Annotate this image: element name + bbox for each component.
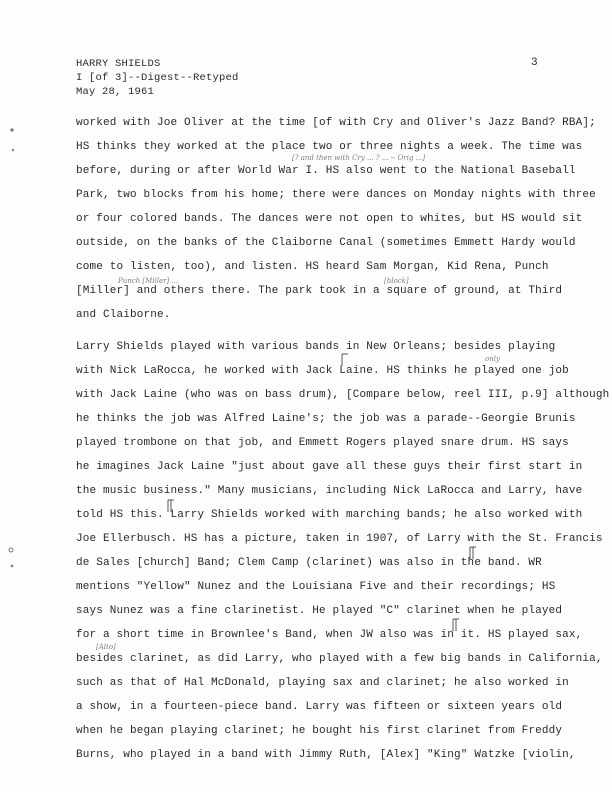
body-line: Park, two blocks from his home; there were dances on Monday nights with three [76, 189, 596, 201]
body-line: says Nunez was a fine clarinetist. He played "C" clarinet when he played [76, 605, 563, 617]
body-line: HS thinks they worked at the place two or three nights a week. The time was [76, 141, 583, 153]
paragraph-mark-icon [451, 617, 461, 633]
body-line: mentions "Yellow" Nunez and the Louisiana Five and their recordings; HS [76, 581, 556, 593]
body-line: the music business." Many musicians, including Nick LaRocca and Larry, have [76, 485, 583, 497]
body-line: Joe Ellerbusch. HS has a picture, taken in 1907, of Larry with the St. Francis [76, 533, 603, 545]
body-line: told HS this. Larry Shields worked with marching bands; he also worked with [76, 509, 583, 521]
body-line: before, during or after World War I. HS also went to the National Baseball [76, 165, 576, 177]
insertion-caret-icon [340, 352, 350, 368]
margin-mark [8, 120, 18, 160]
body-line: with Nick LaRocca, he worked with Jack Laine. HS thinks he played one job [76, 365, 569, 377]
handwritten-annotation: [block] [384, 277, 409, 285]
body-line: with Jack Laine (who was on bass drum), [Compare below, reel III, p.9] although [76, 389, 610, 401]
body-line: he thinks the job was Alfred Laine's; the job was a parade--Georgie Brunis [76, 413, 576, 425]
interview-date: May 28, 1961 [76, 86, 155, 98]
handwritten-annotation: [? and then with Cry ... ? ... -- Orig ...] [292, 154, 426, 162]
reel-info: I [of 3]--Digest--Retyped [76, 72, 239, 84]
interviewee-name: HARRY SHIELDS [76, 58, 161, 70]
body-line: or four colored bands. The dances were not open to whites, but HS would sit [76, 213, 583, 225]
body-line: besides clarinet, as did Larry, who played with a few big bands in California, [76, 653, 603, 665]
paragraph-mark-icon [468, 545, 478, 561]
body-line: he imagines Jack Laine "just about gave all these guys their first start in [76, 461, 583, 473]
body-line: de Sales [church] Band; Clem Camp (clarinet) was also in the band. WR [76, 557, 542, 569]
body-line: when he began playing clarinet; he bought his first clarinet from Freddy [76, 725, 563, 737]
body-line: outside, on the banks of the Claiborne Canal (sometimes Emmett Hardy would [76, 237, 576, 249]
handwritten-annotation: only [485, 355, 500, 363]
body-line: [Miller] and others there. The park took in a square of ground, at Third [76, 285, 563, 297]
handwritten-annotation: [Alto] [96, 643, 116, 651]
handwritten-annotation: Punch [Miller] ... [118, 277, 179, 285]
margin-mark [6, 540, 18, 580]
body-line: and Claiborne. [76, 309, 171, 321]
body-line: worked with Joe Oliver at the time [of with Cry and Oliver's Jazz Band? RBA]; [76, 117, 596, 129]
body-line: Burns, who played in a band with Jimmy Ruth, [Alex] "King" Watzke [violin, [76, 749, 576, 761]
body-line: Larry Shields played with various bands in New Orleans; besides playing [76, 341, 556, 353]
body-line: come to listen, too), and listen. HS heard Sam Morgan, Kid Rena, Punch [76, 261, 549, 273]
body-line: for a short time in Brownlee's Band, when JW also was in it. HS played sax, [76, 629, 583, 641]
paragraph-mark-icon [166, 498, 176, 514]
body-line: played trombone on that job, and Emmett Rogers played snare drum. HS says [76, 437, 569, 449]
page-number: 3 [531, 57, 538, 69]
body-line: such as that of Hal McDonald, playing sax and clarinet; he also worked in [76, 677, 569, 689]
body-line: a show, in a fourteen-piece band. Larry was fifteen or sixteen years old [76, 701, 563, 713]
